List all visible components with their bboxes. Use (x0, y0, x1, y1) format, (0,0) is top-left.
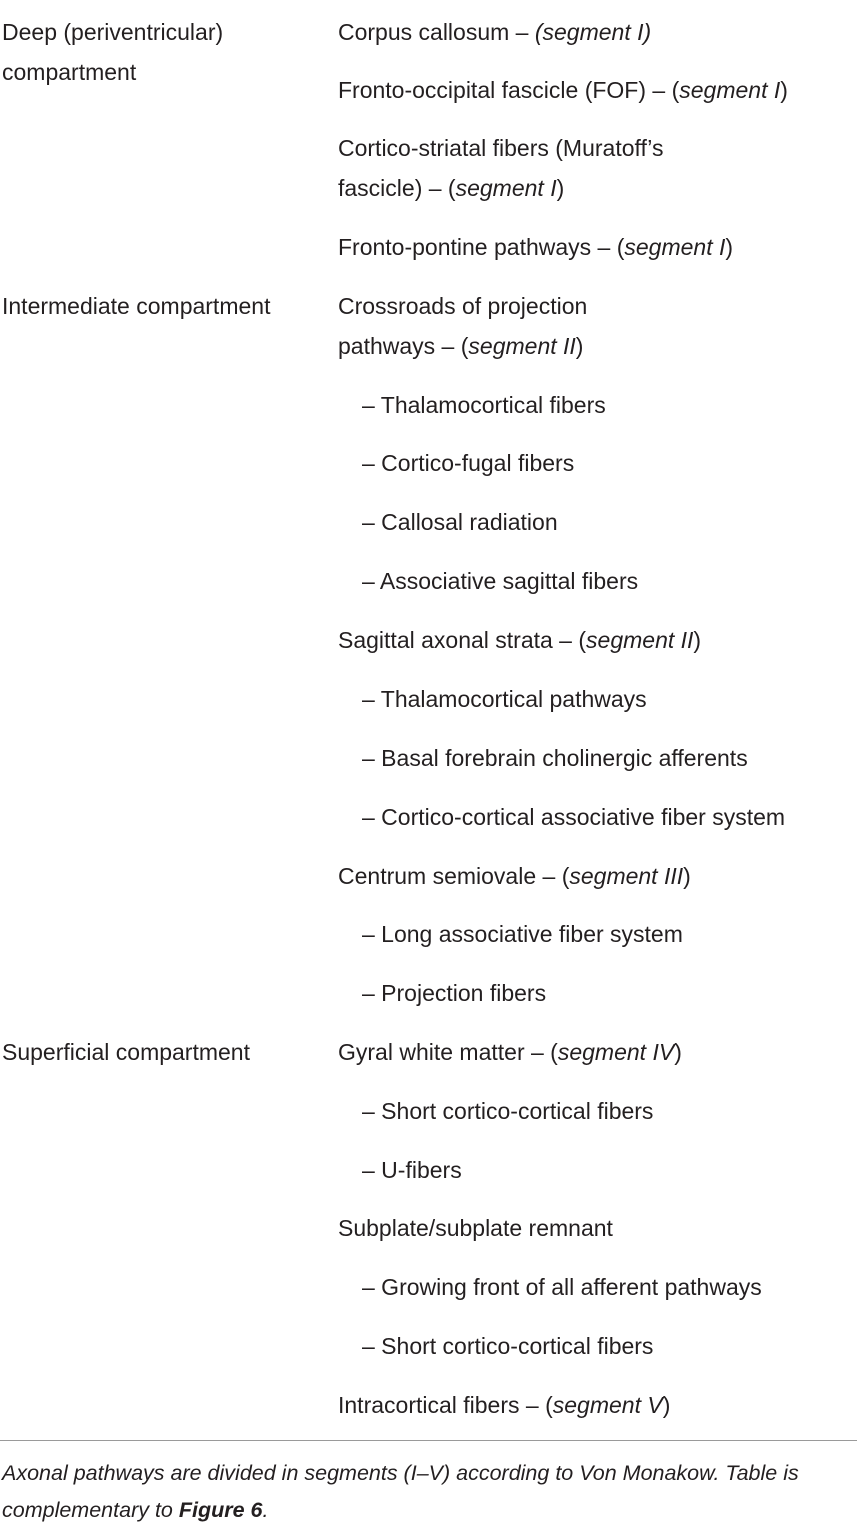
category-superficial: Superficial compartment (2, 1039, 250, 1065)
entry-sub-basal-forebrain: – Basal forebrain cholinergic afferents (362, 745, 748, 771)
entry-centrum-semiovale: Centrum semiovale – (segment III) (338, 863, 691, 889)
entry-sub-short-cortico-cortical-2: – Short cortico-cortical fibers (362, 1333, 654, 1359)
entry-intracortical: Intracortical fibers – (segment V) (338, 1392, 671, 1418)
entry-sub-growing-front: – Growing front of all afferent pathways (362, 1274, 762, 1300)
entry-sagittal-strata: Sagittal axonal strata – (segment II) (338, 627, 702, 653)
entry-sub-thalamocortical-fibers: – Thalamocortical fibers (362, 392, 606, 418)
entry-fof: Fronto-occipital fascicle (FOF) – (segment I) (338, 77, 788, 103)
category-intermediate: Intermediate compartment (2, 293, 271, 319)
entry-sub-callosal-radiation: – Callosal radiation (362, 509, 558, 535)
entry-sub-projection-fibers: – Projection fibers (362, 980, 547, 1006)
entry-corpus-callosum: Corpus callosum – (segment I) (338, 19, 652, 45)
entry-sub-associative-sagittal: – Associative sagittal fibers (362, 568, 639, 594)
table-footnote: Axonal pathways are divided in segments (I–V) according to Von Monakow. Table is complementary to Figure 6. (2, 1461, 799, 1522)
entry-sub-thalamocortical-pathways: – Thalamocortical pathways (362, 686, 647, 712)
entry-sub-cortico-fugal: – Cortico-fugal fibers (362, 450, 575, 476)
entry-fronto-pontine: Fronto-pontine pathways – (segment I) (338, 234, 734, 260)
entry-cortico-striatal: Cortico-striatal fibers (Muratoff’s fascicle) – (segment I) (338, 135, 664, 201)
entry-sub-cortico-cortical-associative: – Cortico-cortical associative fiber system (362, 804, 786, 830)
entry-sub-u-fibers: – U-fibers (362, 1157, 462, 1183)
footnote-divider (0, 1440, 857, 1441)
entry-subplate: Subplate/subplate remnant (338, 1215, 613, 1241)
entry-gyral-white-matter: Gyral white matter – (segment IV) (338, 1039, 682, 1065)
category-deep: Deep (periventricular) compartment (2, 19, 224, 85)
entry-sub-long-associative: – Long associative fiber system (362, 921, 683, 947)
entry-sub-short-cortico-cortical-1: – Short cortico-cortical fibers (362, 1098, 654, 1124)
entry-crossroads: Crossroads of projection pathways – (segment II) (338, 293, 588, 359)
figure-reference-link[interactable]: Figure 6 (178, 1498, 263, 1522)
